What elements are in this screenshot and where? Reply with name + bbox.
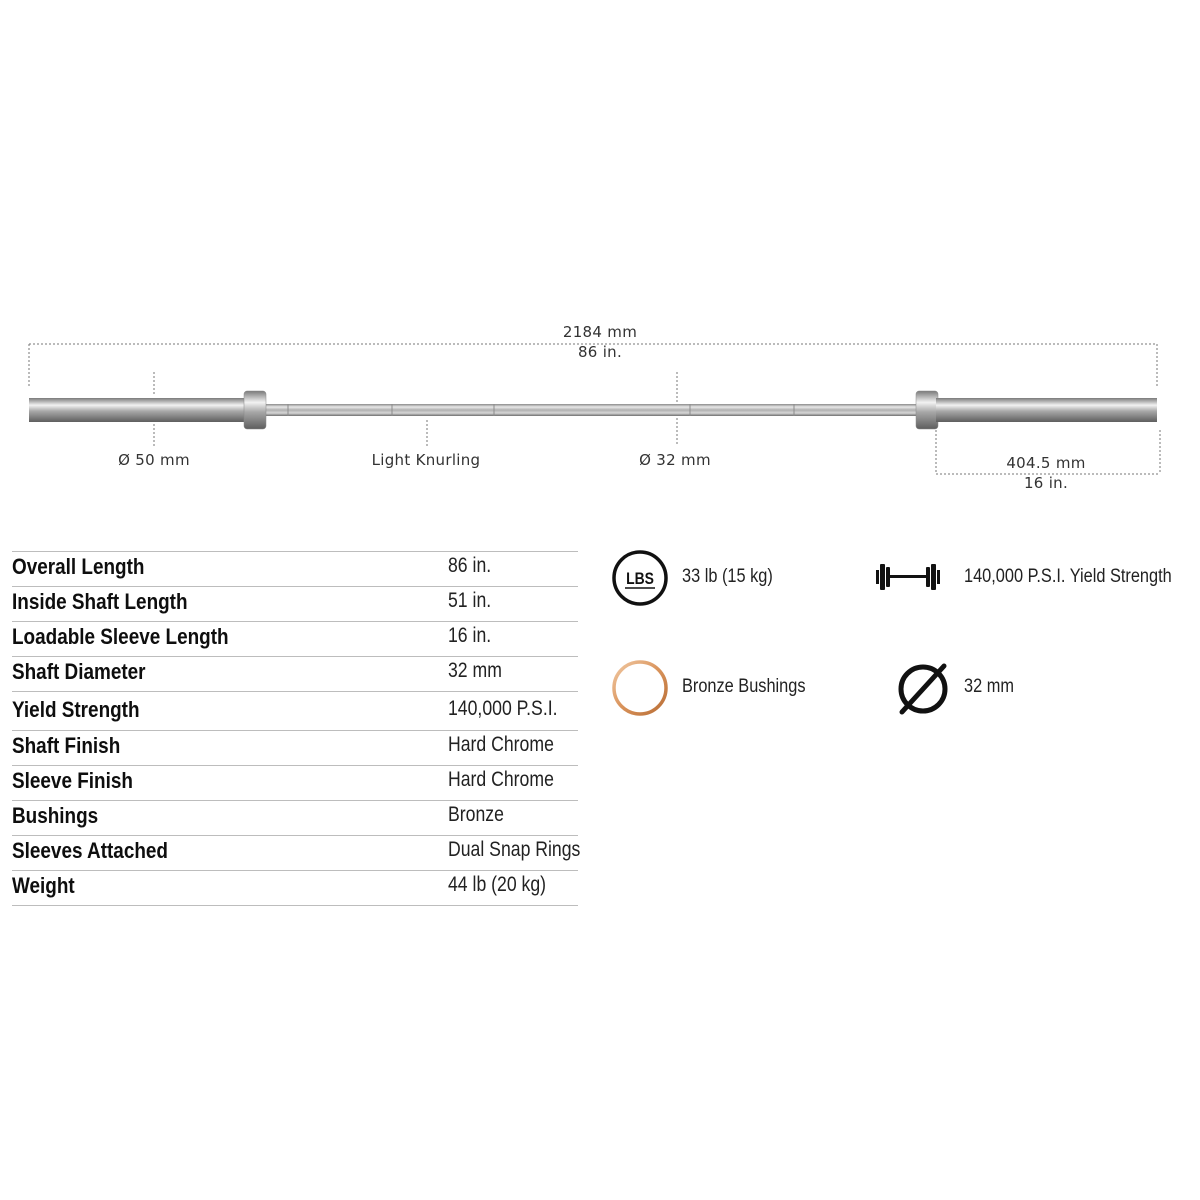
bar-shaft bbox=[266, 404, 916, 416]
right-collar bbox=[916, 391, 938, 429]
table-row bbox=[12, 800, 578, 835]
table-row bbox=[12, 656, 578, 691]
lbs-icon-text: LBS bbox=[626, 569, 654, 589]
spec-value: 86 in. bbox=[448, 554, 492, 577]
sleeve-length-in-label: 16 in. bbox=[1023, 474, 1069, 492]
table-row bbox=[12, 730, 578, 765]
diameter-icon bbox=[892, 658, 954, 720]
table-row bbox=[12, 621, 578, 656]
left-sleeve bbox=[29, 398, 247, 422]
spec-value: 16 in. bbox=[448, 624, 492, 647]
spec-value: Hard Chrome bbox=[448, 733, 554, 756]
sleeve-diameter-label: Ø 50 mm bbox=[118, 451, 190, 469]
spec-value: 32 mm bbox=[448, 659, 502, 682]
knurling-label: Light Knurling bbox=[371, 451, 481, 469]
spec-name: Sleeves Attached bbox=[12, 838, 168, 863]
spec-value: Bronze bbox=[448, 803, 504, 826]
table-row bbox=[12, 870, 578, 906]
spec-name: Sleeve Finish bbox=[12, 768, 133, 793]
barbell-diagram bbox=[0, 300, 1200, 500]
right-sleeve bbox=[936, 398, 1157, 422]
sleeve-length-mm-label: 404.5 mm bbox=[1006, 454, 1086, 472]
spec-name: Overall Length bbox=[12, 554, 145, 579]
spec-name: Shaft Finish bbox=[12, 733, 121, 758]
spec-name: Loadable Sleeve Length bbox=[12, 624, 229, 649]
spec-value: Hard Chrome bbox=[448, 768, 554, 791]
spec-name: Yield Strength bbox=[12, 697, 140, 722]
spec-value: 140,000 P.S.I. bbox=[448, 697, 558, 720]
table-row bbox=[12, 586, 578, 621]
shaft-diameter-label: Ø 32 mm bbox=[639, 451, 711, 469]
bronze-ring-icon bbox=[610, 658, 670, 718]
yield-feature-label: 140,000 P.S.I. Yield Strength bbox=[964, 566, 1172, 587]
bushings-feature-label: Bronze Bushings bbox=[682, 676, 806, 697]
table-row bbox=[12, 551, 578, 586]
spec-name: Weight bbox=[12, 873, 75, 898]
spec-value: 44 lb (20 kg) bbox=[448, 873, 547, 896]
overall-length-mm-label: 2184 mm bbox=[562, 323, 638, 341]
table-row bbox=[12, 835, 581, 870]
spec-table bbox=[12, 551, 581, 906]
table-row bbox=[12, 765, 578, 800]
sleeve-length-dimension bbox=[936, 430, 1160, 474]
barbell-icon bbox=[872, 560, 944, 594]
spec-value: Dual Snap Rings bbox=[448, 838, 581, 861]
overall-dimension-line bbox=[29, 344, 1157, 386]
diameter-feature-label: 32 mm bbox=[964, 676, 1014, 697]
spec-name: Shaft Diameter bbox=[12, 659, 146, 684]
weight-feature-label: 33 lb (15 kg) bbox=[682, 566, 773, 587]
table-row bbox=[12, 691, 578, 730]
left-collar bbox=[244, 391, 266, 429]
spec-value: 51 in. bbox=[448, 589, 492, 612]
overall-length-in-label: 86 in. bbox=[577, 343, 623, 361]
lbs-icon bbox=[610, 548, 670, 608]
spec-name: Inside Shaft Length bbox=[12, 589, 188, 614]
spec-name: Bushings bbox=[12, 803, 99, 828]
